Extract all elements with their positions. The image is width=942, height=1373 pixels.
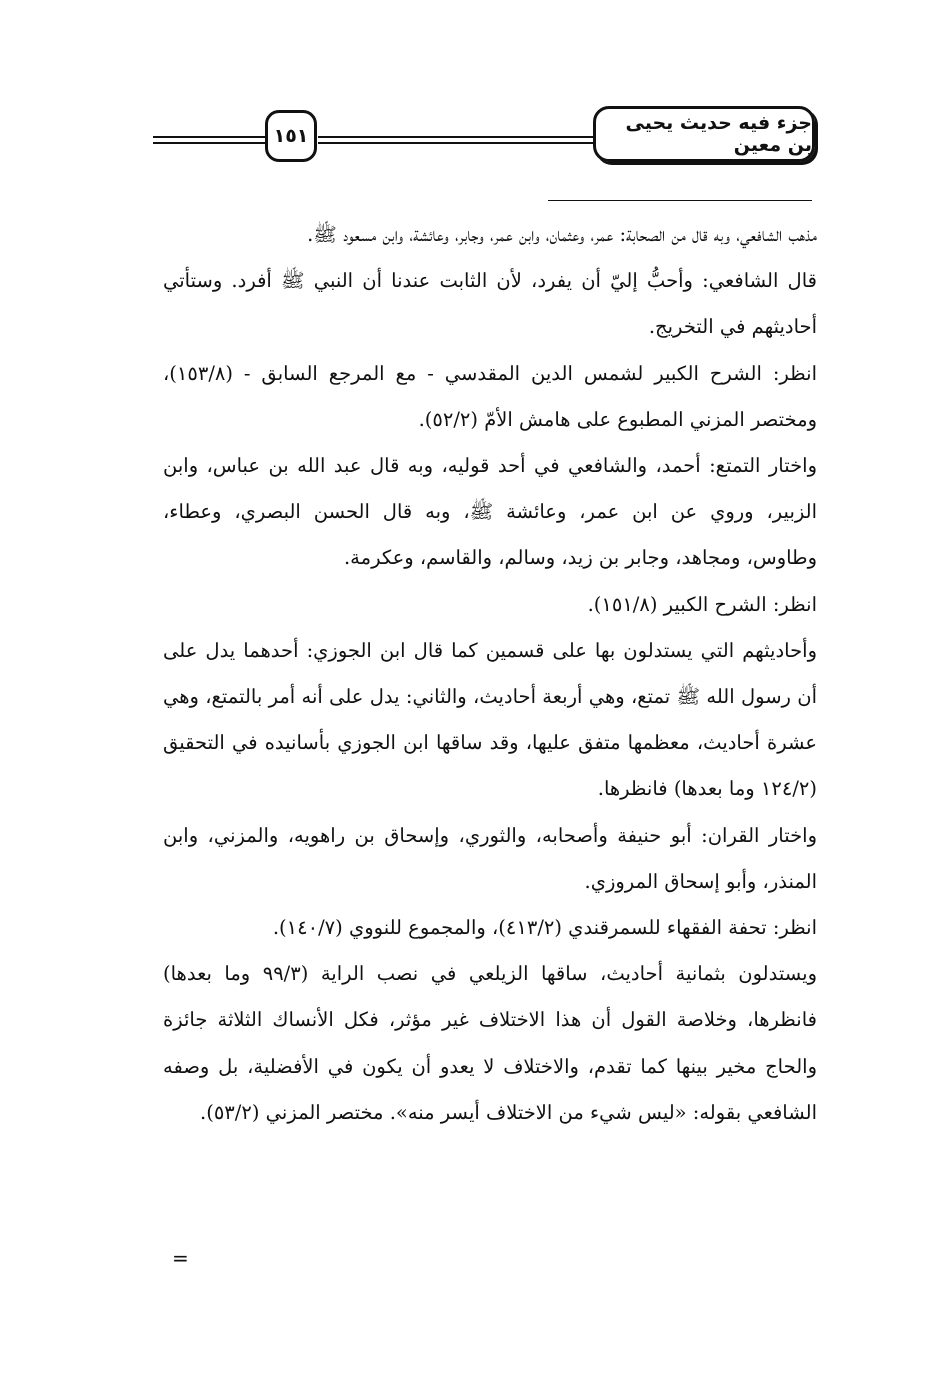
running-header <box>0 0 942 180</box>
paragraph-8: انظر: تحفة الفقهاء للسمرقندي (٤١٣/٢)، والمجموع للنووي (١٤٠/٧). <box>272 916 817 940</box>
running-title: جزء فيه حديث يحيى بن معين <box>593 106 815 162</box>
header-rule-left <box>153 136 265 144</box>
page-number: ١٥١ <box>265 110 317 162</box>
paragraph-3: انظر: الشرح الكبير لشمس الدين المقدسي - مع المرجع السابق - (١٥٣/٨)، ومختصر المزني المطبوع على هامش الأمّ (٥٢/٢). <box>163 361 817 431</box>
paragraph-9: ويستدلون بثمانية أحاديث، ساقها الزيلعي في نصب الراية (٩٩/٣ وما بعدها) فانظرها، وخلاصة القول أن هذا الاختلاف غير مؤثر، فكل الأنساك الثلاثة جائزة والحاج مخير بينها كما تقدم، والاختلاف لا يعدو أن يكون في الأفضلية، بل وصفه الشافعي بقوله: «ليس شيء من الاختلاف أيسر منه». مختصر المزني (٥٣/٢). <box>163 962 817 1124</box>
continuation-mark: = <box>172 1246 189 1270</box>
paragraph-2: قال الشافعي: وأحبُّ إليّ أن يفرد، لأن الثابت عندنا أن النبي ﷺ أفرد. وستأتي أحاديثهم في التخريج. <box>163 269 817 339</box>
footnote-text-body <box>163 212 817 1136</box>
paragraph-1: مذهب الشافعي، وبه قال من الصحابة: عمر، وعثمان، وابن عمر، وجابر، وعائشة، وابن مسعود ﷺ. <box>307 223 817 246</box>
paragraph-7: واختار القران: أبو حنيفة وأصحابه، والثوري، وإسحاق بن راهويه، والمزني، وابن المنذر، وأبو إسحاق المروزي. <box>163 823 817 893</box>
paragraph-4: واختار التمتع: أحمد، والشافعي في أحد قوليه، وبه قال عبد الله بن عباس، وابن الزبير، وروي عن ابن عمر، وعائشة ﷺ، وبه قال الحسن البصري، وعطاء، وطاوس، ومجاهد، وجابر بن زيد، وسالم، والقاسم، وعكرمة. <box>163 454 817 570</box>
header-underline <box>548 200 812 201</box>
paragraph-6: وأحاديثهم التي يستدلون بها على قسمين كما قال ابن الجوزي: أحدهما يدل على أن رسول الله ﷺ تمتع، وهي أربعة أحاديث، والثاني: يدل على أنه أمر بالتمتع، وهي عشرة أحاديث، معظمها متفق عليها، وقد ساقها ابن الجوزي بأسانيده في التحقيق (١٢٤/٢ وما بعدها) فانظرها. <box>163 638 817 801</box>
paragraph-5: انظر: الشرح الكبير (١٥١/٨). <box>587 592 817 616</box>
header-rule-middle <box>318 136 593 144</box>
